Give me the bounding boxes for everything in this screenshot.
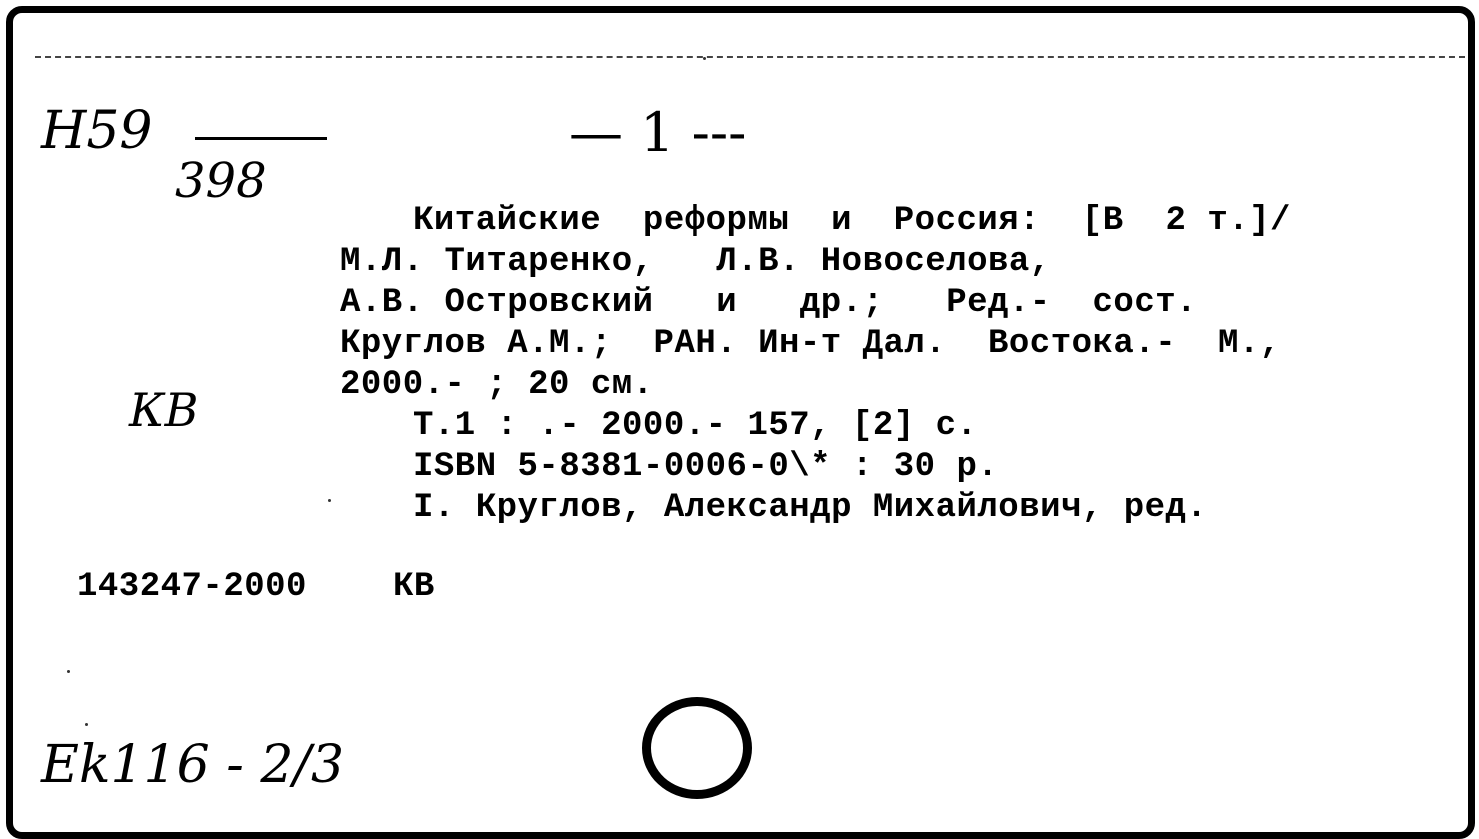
catalog-card bbox=[6, 6, 1475, 839]
speck bbox=[85, 723, 88, 726]
perforation-line bbox=[35, 56, 1465, 58]
circle-stamp bbox=[642, 697, 752, 799]
bottom-handwritten-mark: Ek116 - 2/3 bbox=[41, 735, 345, 795]
added-entry-line: I. Круглов, Александр Михайлович, ред. bbox=[413, 489, 1208, 527]
speck bbox=[67, 670, 70, 673]
entry-line-2: А.В. Островский и др.; Ред.- сост. bbox=[340, 284, 1198, 322]
accession-number: 143247-2000 bbox=[77, 568, 307, 606]
entry-line-3: Круглов А.М.; РАН. Ин-т Дал. Востока.- М., bbox=[340, 325, 1281, 363]
entry-title-line: Китайские реформы и Россия: [В 2 т.]/ bbox=[413, 202, 1291, 240]
card-number: — 1 --- bbox=[569, 101, 747, 164]
speck bbox=[703, 57, 706, 60]
shelf-mark-bottom: 398 bbox=[175, 153, 267, 209]
entry-line-4: 2000.- ; 20 см. bbox=[340, 366, 654, 404]
speck bbox=[328, 499, 331, 502]
shelf-mark-top: Н59 bbox=[41, 101, 153, 161]
shelf-mark-rule bbox=[195, 137, 327, 140]
volume-line: Т.1 : .- 2000.- 157, [2] с. bbox=[413, 407, 978, 445]
kv-handwritten-mark: КВ bbox=[129, 383, 199, 437]
entry-line-1: М.Л. Титаренко, Л.В. Новоселова, bbox=[340, 243, 1051, 281]
accession-code: КВ bbox=[393, 568, 435, 606]
isbn-line: ISBN 5-8381-0006-0\* : 30 р. bbox=[413, 448, 999, 486]
